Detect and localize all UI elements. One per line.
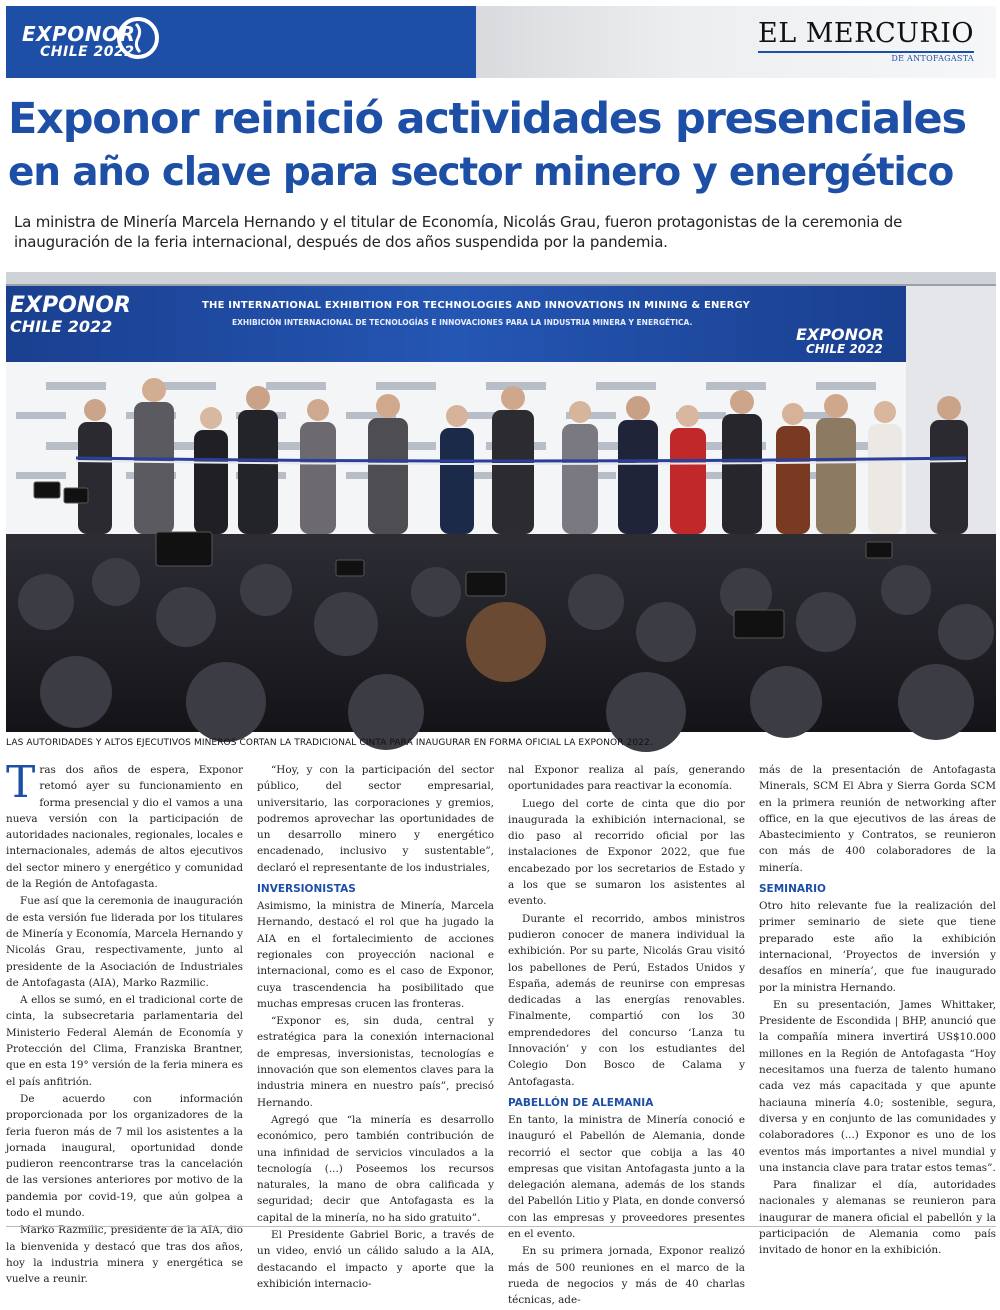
paragraph: “Exponor es, sin duda, central y estratégica para la conexión internacional de empresas, inversionistas, tecnologías e innovación que son elementos claves para la industria minera en nuestro país”, precisó Hernando. [257,1015,494,1109]
paragraph: Agregó que “la minería es desarrollo económico, pero también contribución de una infinidad de servicios vinculados a la tecnología (...) Poseemos los recursos naturales, la mano de obra calificada y seguridad; decir que Antofagasta es la capital de la minería, no ha sido gratuito”. [257,1113,494,1224]
paragraph: Asimismo, la ministra de Minería, Marcela Hernando, destacó el rol que ha jugado la AIA en el fortalecimiento de acciones regionales con proyección nacional e internacional, como es el caso de Exponor, cuya trascendencia ha posibilitado que muchas empresas crucen las fronteras. [257,900,494,1010]
paragraph: En tanto, la ministra de Minería conoció e inauguró el Pabellón de Alemania, donde recorrió el sector que cobija a las 40 empresas que visitan Antofagasta junto a la delegación alemana, además de los stands del Pabellón Litio y Plata, en donde conversó con las empresas y proveedores presentes en el evento. [508,1113,745,1241]
newspaper-masthead [758,18,974,63]
paragraph: nal Exponor realiza al país, generando oportunidades para reactivar la economía. [508,764,745,793]
paragraph: En su primera jornada, Exponor realizó más de 500 reuniones en el marco de la rueda de negocios y más de 40 charlas técnicas, ade- [508,1245,745,1307]
banner-logo-line1: EXPONOR [10,293,131,318]
article-subheadline: en año clave para sector minero y energético [8,150,954,195]
banner-logo-right-line2: CHILE 2022 [806,342,883,356]
article-headline: Exponor reinició actividades presenciales [8,94,966,144]
banner-line2: EXHIBICIÓN INTERNACIONAL DE TECNOLOGÍAS E INNOVACIONES PARA LA INDUSTRIA MINERA Y ENERGÉTICA. [232,318,693,327]
section-heading: INVERSIONISTAS [257,883,356,896]
page-header [6,6,996,78]
article-column-4 [759,762,996,1260]
banner-logo [10,294,131,336]
paragraph: En su presentación, James Whittaker, Presidente de Escondida | BHP, anunció que la compañía minera invertirá US$10.000 millones en la Región de Antofagasta “Hoy necesitamos una fuerza de talento humano cada vez más capacitada y que apunte haciauna minería 4.0; sostenible, segura, diversa y en conjunto de las comunidades y colaboradores (...) Exponor es uno de los eventos más importantes a nivel mundial y una instancia clave para tratar estos temas”. [759,998,996,1174]
banner-logo-line2: CHILE 2022 [10,317,113,336]
paragraph: “Hoy, y con la participación del sector público, del sector empresarial, universitario, las corporaciones y gremios, podremos aprovechar las oportunidades de un desarrollo minero y energético encadenado, inclusivo y sustentable”, declaró el representante de los industriales, [257,764,494,874]
paragraph: De acuerdo con información proporcionada por los organizadores de la feria fueron más de 7 mil los asistentes a la jornada inaugural, oportunidad donde pudieron reencontrarse tras la cancelación de las versiones anteriores por motivo de la pandemia por covid-19, que aún golpea a todo el mundo. [6,1092,243,1220]
section-heading: PABELLÓN DE ALEMANIA [508,1096,654,1109]
paragraph: Durante el recorrido, ambos ministros pudieron conocer de manera individual la exhibición. Por su parte, Nicolás Grau visitó los pabellones de Perú, Estados Unidos y España, además de reunirse con empresas dedicadas a las energías renovables. Finalmente, compartió con los 30 emprendedores del concurso ‘Lanza tu Innovación’ y con los estudiantes del Colegio Don Bosco de Calama y Antofagasta. [508,912,745,1088]
paragraph: Para finalizar el día, autoridades nacionales y alemanas se reunieron para inaugurar de manera oficial el pabellón y la participación de Alemania como país invitado de honor en la exhibición. [759,1179,996,1257]
paragraph: Luego del corte de cinta que dio por inaugurada la exhibición internacional, se dio paso al recorrido oficial por las instalaciones de Exponor 2022, que fue encabezado por los secretarios de Estado y a los que se sumaron los asistentes al evento. [508,797,745,908]
logo-line1: EXPONOR [22,22,136,46]
article-column-3 [508,762,745,1310]
photo-caption: LAS AUTORIDADES Y ALTOS EJECUTIVOS MINEROS CORTAN LA TRADICIONAL CINTA PARA INAUGURAR EN FORMA OFICIAL LA EXPONOR 2022. [6,738,653,748]
logo-line2: CHILE 2022 [40,44,135,60]
article-column-1 [6,757,243,1289]
exponor-logo [22,14,162,66]
globe-icon [114,14,162,62]
ceremony-photo [6,272,996,732]
paragraph: El Presidente Gabriel Boric, a través de un video, envió un cálido saludo a la AIA, destacando el impacto y aporte que la exhibición internacio- [257,1229,494,1290]
masthead-title: EL MERCURIO [758,18,974,49]
article-lead: La ministra de Minería Marcela Hernando y el titular de Economía, Nicolás Grau, fueron protagonistas de la ceremonia de inauguración de la feria internacional, después de dos años suspendida por la pandemia. [14,213,903,251]
masthead-subtitle: DE ANTOFAGASTA [758,51,974,63]
paragraph: más de la presentación de Antofagasta Minerals, SCM El Abra y Sierra Gorda SCM en la primera reunión de networking after office, en la que ejecutivos de las áreas de Abastecimiento y Contratos, se reunieron con más de 400 colaboradores de la minería. [759,764,996,874]
article-column-2 [257,762,494,1293]
bottom-rule [6,1226,996,1227]
paragraph: Marko Razmilic, presidente de la AIA, dio la bienvenida y destacó que tras dos años, hoy la industria minera y energética se vuelve a reunir. [6,1224,243,1286]
banner-line1: THE INTERNATIONAL EXHIBITION FOR TECHNOLOGIES AND INNOVATIONS IN MINING & ENERGY [202,300,751,311]
drop-cap: T [6,757,36,808]
banner-logo-right-line1: EXPONOR [796,325,884,344]
paragraph: Otro hito relevante fue la realización del primer seminario de siete que tiene preparado este año la exhibición internacional, ‘Proyectos de inversión y desafíos en minería’, que fue inaugurado por la ministra Hernando. [759,900,996,994]
paragraph: Tras dos años de espera, Exponor retomó ayer su funcionamiento en forma presencial y dio el vamos a una nueva versión con la participación de autoridades nacionales, regionales, locales e internacionales, además de altos ejecutivos del sector minero y energético y comunidad de la Región de Antofagasta. [6,757,243,891]
banner-logo-right [796,326,884,356]
section-heading: SEMINARIO [759,883,826,896]
paragraph: Fue así que la ceremonia de inauguración de esta versión fue liderada por los titulares de Minería y Economía, Marcela Hernando y Nicolás Grau, respectivamente, junto al presidente de la Asociación de Industriales de Antofagasta (AIA), Marko Razmilic. [6,895,243,989]
paragraph: A ellos se sumó, en el tradicional corte de cinta, la subsecretaria parlamentaria del Ministerio Federal Alemán de Economía y Protección del Clima, Franziska Brantner, que en esta 19° versión de la feria minera es el país anfitrión. [6,994,243,1088]
